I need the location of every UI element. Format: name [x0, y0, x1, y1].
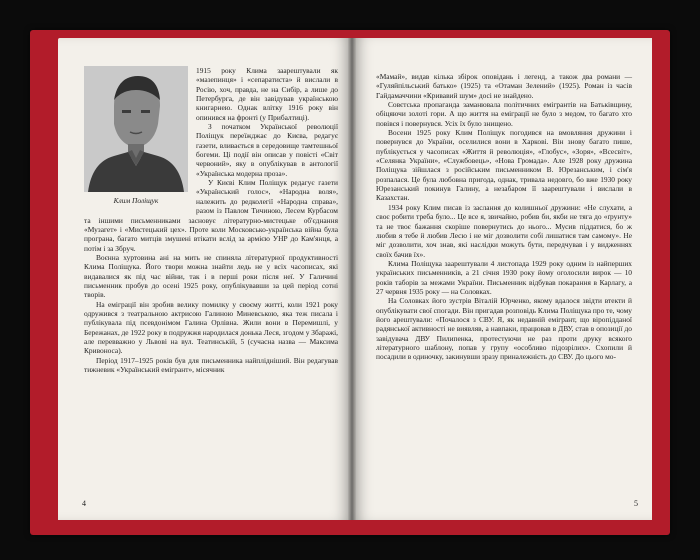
- right-paragraph-1: «Мамай», видав кілька збірок оповідань і легенд, а також два романи — «Гуляйпільський батько» (1925) та «Отаман Зелений» (1925). Роман із часів Гайдамаччини «Кривавий шум» досі не знайдено.: [376, 72, 632, 100]
- right-paragraph-2: Совєтська пропаганда заманювала політичних емігрантів на Батьківщину, обіцяючи золоті гори. А що життя на еміграції не було з медом, то багато хто повівся і повернувся. Усіх їх було знищено.: [376, 100, 632, 128]
- right-paragraph-6: На Соловках його зустрів Віталій Юрченко, якому вдалося звідти втекти й опублікувати свої спогади. Він пригадав розповідь Клима Поліщука про те, чому його арештували: «Почалося з СВУ. Я, як недавній емігрант, що віропідданої радянської активності не виявляв, а навпаки, працював в ДВУ, став в опозиції до завідувача ДВУ Пилипенка, протестуючи не раз проти друку всякого літературного шаблону, попав у групу «особливо підозрілих». Схопили й посадили в одиночку, закинувши зразу приналежність до СВУ. До цього мо-: [376, 296, 632, 362]
- portrait-caption: Клим Поліщук: [113, 196, 159, 205]
- right-page-number: 5: [634, 499, 638, 508]
- right-paragraph-3: Восени 1925 року Клим Поліщук погодився на вмовляння дружини і повернувся до України, оселилися вони в Харкові. Він знову багато пише, публікується у часописах «Життя й революція», «Глобус», «Зоря», «Всесвіт», «Селянка України», «Службовець», «Нова Громада». Але 1928 року дружина Поліщука зійшлася з російським письменником В. Юрезанським, і сім'я розпалася. Це була любовна пригода, однак, тривала недовго, бо вже 1930 року Юрезанський покинув Галину, а незабаром її заарештували і вислали в Казахстан.: [376, 128, 632, 203]
- left-paragraph-6: Період 1917–1925 років був для письменника найплідніший. Він редагував тижневик «Український емігрант», місячник: [84, 355, 338, 374]
- right-paragraph-5: Клима Поліщука заарештували 4 листопада 1929 року одним із найперших українських письменників, а 21 січня 1930 року йому оголосили вирок — 10 років таборів за межами України. Письменник відбував покарання в Карлагу, а 27 червня 1935 року — на Соловках.: [376, 258, 632, 296]
- left-paragraph-4: Воєнна хуртовина ані на мить не спиняла літературної продуктивності Клима Поліщука. Його твори можна знайти ледь не у всіх часописах, які видавалися як під час війни, так і в перші роки після неї. У Галичині письменник пробув до осені 1925 року, опублікувавши за цей період сотні творів.: [84, 252, 338, 300]
- left-paragraph-1: 1915 року Клима заарештували як «мазепинця» і «сепаратиста» й вислали в Росію, хоч, правда, не на Сибір, а лише до Петербурга, де він завідував українською книгарнею. Однак влітку 1916 року він опинився на фронті (у Прибалтиці).: [196, 66, 338, 122]
- right-page-text: [376, 72, 632, 362]
- left-page-number: 4: [82, 499, 86, 508]
- portrait-photo: [84, 66, 188, 192]
- left-paragraph-5: На еміграції він зробив велику помилку у своєму житті, коли 1921 року одружився з театральною актрисою Галиною Миневською, яка теж писала і публікувала під псевдонімом Галина Орлівна. Жили вони в Перемишлі, у Бережанах, де 1922 року в подружжя народилася донька Леся, згодом у Збаражі, але перевважно у Львові на вул. Театинській, 5 (сучасна назва — Максима Кривоноса).: [84, 299, 338, 356]
- left-paragraph-2: З початком Української революції Поліщук переїжджає до Києва, редагує газети, вливається в середовище тамтешньої богеми. Ці події він описав у повісті «Світ червоний», яку в опублікував в антології «Українська модерна проза».: [196, 122, 338, 178]
- right-page: [352, 38, 652, 520]
- left-page-text: [84, 66, 338, 374]
- left-page: [58, 38, 352, 520]
- left-paragraph-3: У Києві Клим Поліщук редагує газети «Український голос», «Народна воля», належить до редколегії «Народна справа», разом із Павлом Тичиною, Лесем Курбасом та іншими письменниками засновує літературно-мистецьке об'єднання «Музагет» і «Мистецький цех». Проте коли Московсько-українська війна була програна, багато митців змушені втікати вслід за армією УНР до Кам'янця, а потім і за Збруч.: [84, 178, 338, 253]
- book-gutter: [348, 38, 356, 520]
- right-paragraph-4: 1934 року Клим писав із заслання до колишньої дружини: «Не слухати, а своє робити треба було... Це все я, звичайно, робив би, якби не тяга до «ґрунту» та не твоє бажання скоріше повернутись до нього... Мусив піддатися, бо ж любив я тебе й любив Лесю і не міг дозволити собі лишатися там самому». Не міг дозволити, хоч знав, які наслідки можуть бути, передчував і у видженнях своїх бачив їх».: [376, 202, 632, 259]
- portrait-figure: [84, 66, 188, 205]
- portrait-silhouette: [84, 66, 188, 192]
